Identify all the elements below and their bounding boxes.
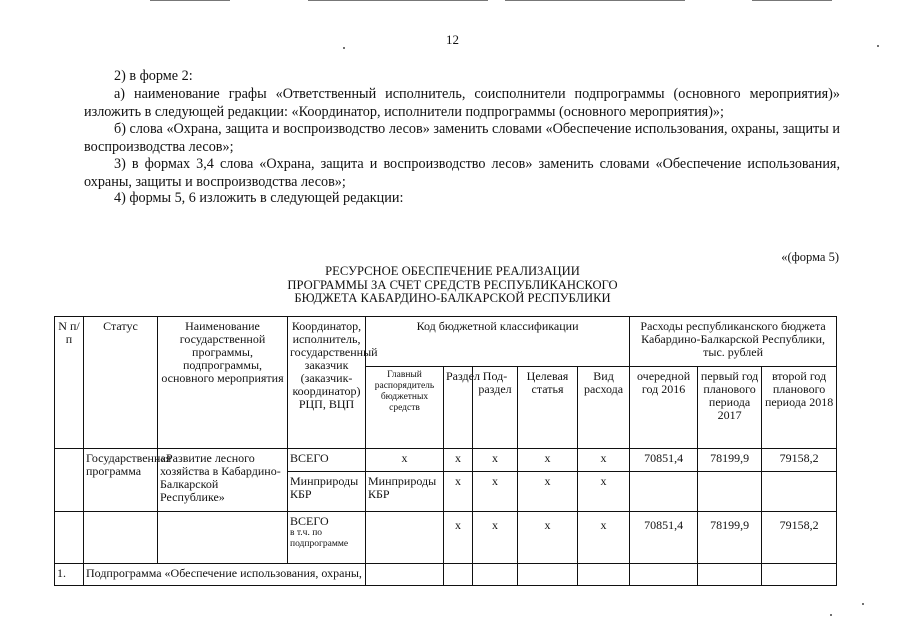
table-title bbox=[0, 265, 905, 306]
row3-razdel: x bbox=[444, 512, 473, 564]
row3-2016: 70851,4 bbox=[630, 512, 698, 564]
header-podrazdel: Под-раздел bbox=[473, 367, 518, 449]
header-2018: второй год планового периода 2018 bbox=[762, 367, 837, 449]
row3-name bbox=[158, 512, 288, 564]
page-number: 12 bbox=[446, 32, 459, 47]
row1-grbs: x bbox=[366, 449, 444, 472]
resource-table bbox=[54, 316, 837, 586]
row1-podrazdel: x bbox=[473, 449, 518, 472]
paragraph-1: 2) в форме 2: bbox=[114, 68, 193, 84]
row1-target: x bbox=[518, 449, 578, 472]
title-line: РЕСУРСНОЕ ОБЕСПЕЧЕНИЕ РЕАЛИЗАЦИИ bbox=[325, 264, 580, 278]
header-coordinator: Координатор, исполнитель, государственный заказчик (заказчик-координатор) РЦП, ВЦП bbox=[288, 317, 366, 449]
row4-razdel bbox=[444, 564, 473, 586]
scan-speck bbox=[830, 614, 832, 616]
top-rule-far bbox=[752, 0, 832, 1]
row4-podrazdel bbox=[473, 564, 518, 586]
row3-2018: 79158,2 bbox=[762, 512, 837, 564]
scan-speck bbox=[877, 45, 879, 47]
row4-2017 bbox=[698, 564, 762, 586]
title-line: БЮДЖЕТА КАБАРДИНО-БАЛКАРСКОЙ РЕСПУБЛИКИ bbox=[294, 291, 611, 305]
header-num: N п/п bbox=[55, 317, 84, 449]
header-2017: первый год планового периода 2017 bbox=[698, 367, 762, 449]
row4-2016 bbox=[630, 564, 698, 586]
top-rule-center bbox=[308, 0, 488, 1]
title-line: ПРОГРАММЫ ЗА СЧЕТ СРЕДСТВ РЕСПУБЛИКАНСКОГО bbox=[287, 277, 618, 292]
scan-speck bbox=[862, 603, 864, 605]
header-2016: очередной год 2016 bbox=[630, 367, 698, 449]
paragraph-3: б) слова «Охрана, защита и воспроизводство лесов» заменить словами «Обеспечение использования, охраны, защиты и воспроизводства лесов»; bbox=[84, 121, 840, 155]
row1-num bbox=[55, 449, 84, 512]
row2-vid: x bbox=[578, 472, 630, 512]
row1-2016: 70851,4 bbox=[630, 449, 698, 472]
row3-podrazdel: x bbox=[473, 512, 518, 564]
row2-grbs: Минприроды КБР bbox=[366, 472, 444, 512]
header-budget-code: Код бюджетной классификации bbox=[366, 317, 630, 367]
row2-coordinator: Минприроды КБР bbox=[288, 472, 366, 512]
row3-status bbox=[84, 512, 158, 564]
row4-grbs bbox=[366, 564, 444, 586]
header-vid: Вид расхода bbox=[578, 367, 630, 449]
row3-2017: 78199,9 bbox=[698, 512, 762, 564]
header-razdel: Раздел bbox=[444, 367, 473, 449]
row2-2017 bbox=[698, 472, 762, 512]
row1-razdel: x bbox=[444, 449, 473, 472]
paragraph-4: 3) в формах 3,4 слова «Охрана, защита и воспроизводство лесов» заменить словами «Обеспечение использования, охраны, защиты и воспроизводства лесов»; bbox=[84, 156, 840, 190]
header-grbs: Главный распорядитель бюджетных средств bbox=[366, 367, 444, 449]
header-name: Наименование государственной программы, подпрограммы, основного мероприятия bbox=[158, 317, 288, 449]
row1-vid: x bbox=[578, 449, 630, 472]
row2-2018 bbox=[762, 472, 837, 512]
row4-text: Подпрограмма «Обеспечение использования, охраны, bbox=[84, 564, 366, 586]
row2-2016 bbox=[630, 472, 698, 512]
row4-vid bbox=[578, 564, 630, 586]
row2-podrazdel: x bbox=[473, 472, 518, 512]
paragraph-5: 4) формы 5, 6 изложить в следующей редакции: bbox=[114, 190, 404, 206]
row3-num bbox=[55, 512, 84, 564]
row3-vid: x bbox=[578, 512, 630, 564]
row4-num: 1. bbox=[55, 564, 84, 586]
header-status: Статус bbox=[84, 317, 158, 449]
top-rule-right bbox=[505, 0, 685, 1]
row1-status: Государственная программа bbox=[84, 449, 158, 512]
header-expenses: Расходы республиканского бюджета Кабардино-Балкарской Республики, тыс. рублей bbox=[630, 317, 837, 367]
row3-grbs bbox=[366, 512, 444, 564]
row1-2017: 78199,9 bbox=[698, 449, 762, 472]
row1-2018: 79158,2 bbox=[762, 449, 837, 472]
row4-target bbox=[518, 564, 578, 586]
paragraph-2: а) наименование графы «Ответственный исполнитель, соисполнители подпрограммы (основного мероприятия)» изложить в следующей редакции: «Координатор, исполнители подпрограммы (основного мероприятия)»; bbox=[84, 86, 840, 120]
row1-coordinator: ВСЕГО bbox=[288, 449, 366, 472]
row2-razdel: x bbox=[444, 472, 473, 512]
row3-coordinator bbox=[288, 512, 366, 564]
row1-name: «Развитие лесного хозяйства в Кабардино-Балкарской Республике» bbox=[158, 449, 288, 512]
row3-coordinator-total: ВСЕГО bbox=[290, 514, 329, 528]
row2-target: x bbox=[518, 472, 578, 512]
row3-coordinator-note: в т.ч. по подпрограмме bbox=[290, 528, 349, 549]
scan-speck bbox=[343, 47, 345, 49]
row4-2018 bbox=[762, 564, 837, 586]
form-label: «(форма 5) bbox=[781, 250, 839, 264]
top-rule-left bbox=[150, 0, 230, 1]
header-target: Целевая статья bbox=[518, 367, 578, 449]
row3-target: x bbox=[518, 512, 578, 564]
